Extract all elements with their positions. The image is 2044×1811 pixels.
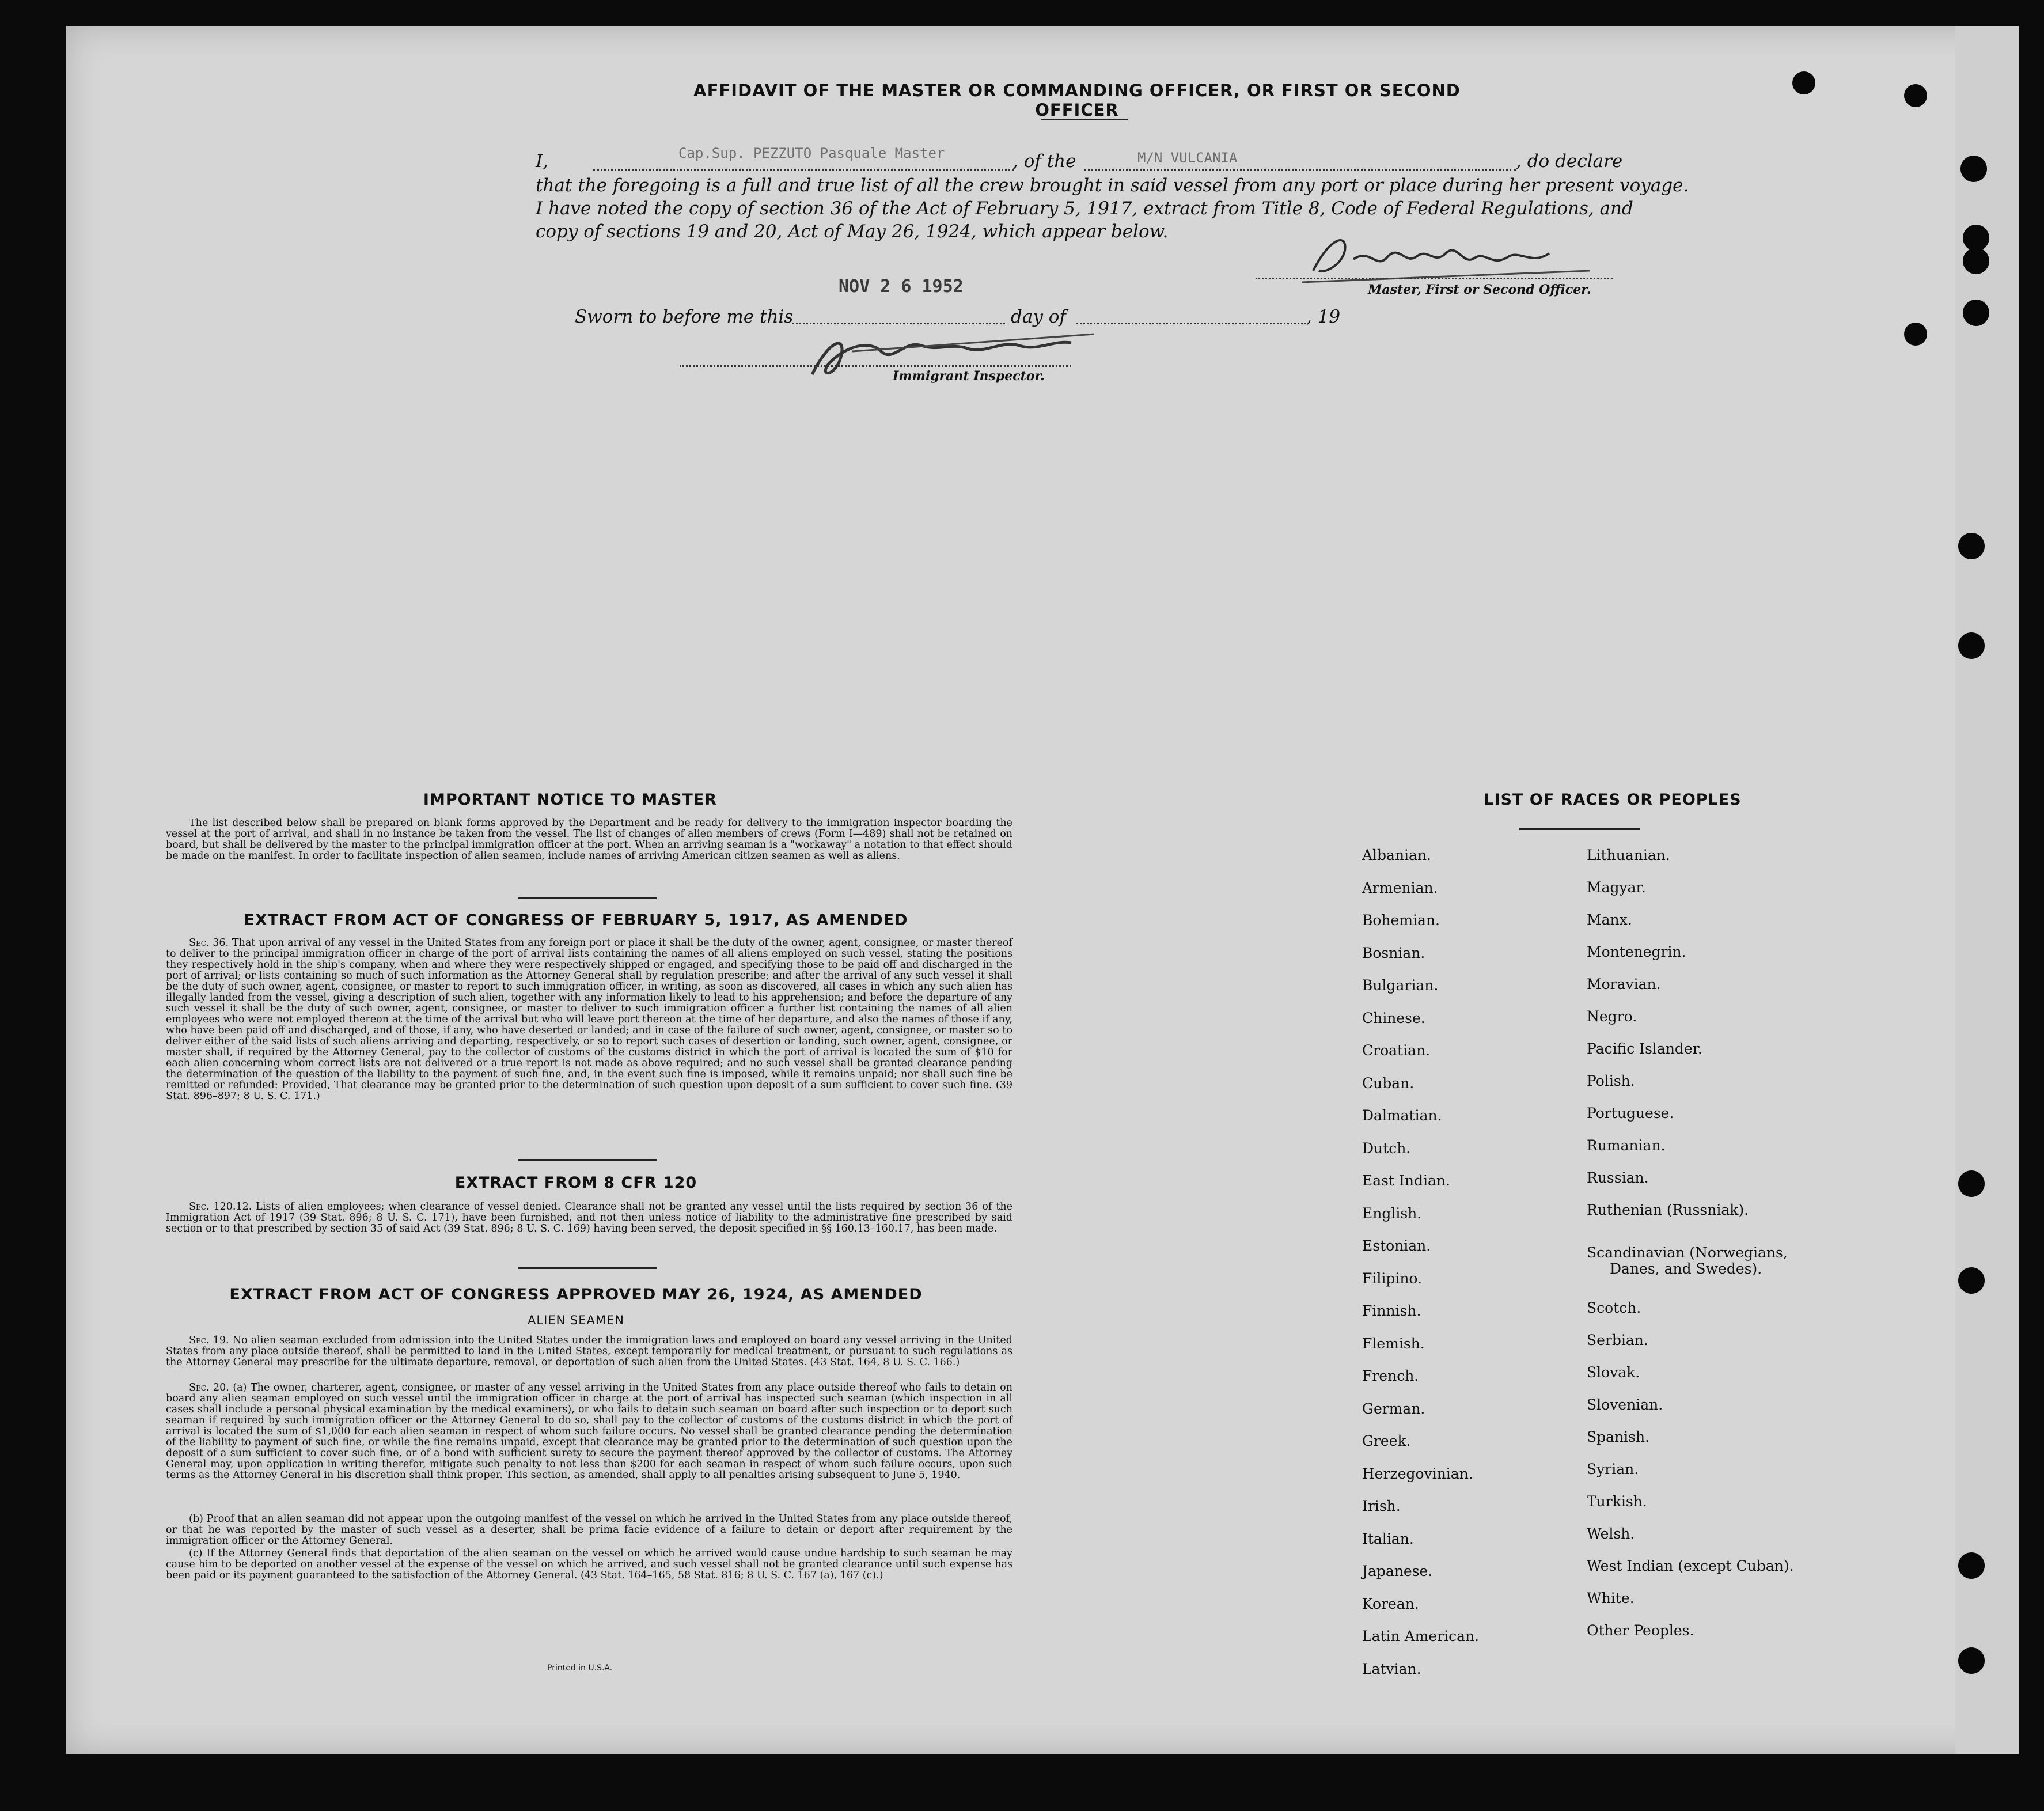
race-item: Russian.	[1587, 1169, 1649, 1186]
binder-hole	[1958, 1267, 1985, 1294]
race-item: Syrian.	[1587, 1461, 1639, 1477]
document-page	[66, 26, 2019, 1754]
race-item: Montenegrin.	[1587, 944, 1686, 960]
sworn-day-label: day of	[1011, 306, 1066, 327]
race-item: Spanish.	[1587, 1429, 1650, 1445]
race-item: Lithuanian.	[1587, 847, 1670, 863]
master-name-field: Cap.Sup. PEZZUTO Pasquale Master	[678, 145, 945, 161]
binder-hole	[1904, 323, 1927, 346]
binder-hole	[1904, 84, 1927, 107]
printed-in-usa: Printed in U.S.A.	[547, 1664, 613, 1673]
race-item: Manx.	[1587, 911, 1632, 928]
race-item: Dalmatian.	[1362, 1107, 1442, 1124]
race-item: Latin American.	[1362, 1628, 1480, 1645]
binder-hole	[1963, 300, 1989, 326]
master-signature-line	[1256, 278, 1613, 279]
race-item: Korean.	[1362, 1595, 1419, 1612]
affidavit-line1-prefix: I,	[536, 151, 549, 172]
races-divider	[1519, 828, 1640, 830]
race-item: Serbian.	[1587, 1332, 1648, 1348]
affidavit-line1-suffix: , do declare	[1516, 151, 1623, 172]
race-item: German.	[1362, 1400, 1425, 1417]
race-item: Cuban.	[1362, 1074, 1415, 1092]
race-item: English.	[1362, 1204, 1422, 1222]
race-item: East Indian.	[1362, 1172, 1450, 1189]
binder-hole	[1958, 533, 1985, 559]
title-divider	[1041, 119, 1128, 120]
affidavit-line3: I have noted the copy of section 36 of the Act of February 5, 1917, extract from Title 8, Code of Federal Regulations, and	[536, 198, 1633, 219]
divider	[518, 1267, 657, 1269]
extract-cfr-title: EXTRACT FROM 8 CFR 120	[454, 1174, 697, 1192]
race-item: Chinese.	[1362, 1009, 1425, 1026]
extract-1917-title: EXTRACT FROM ACT OF CONGRESS OF FEBRUARY 5, 1917, AS AMENDED	[244, 911, 908, 929]
race-item: Magyar.	[1587, 879, 1646, 896]
notice-text: The list described below shall be prepared on blank forms approved by the Department and be ready for delivery to the immigration inspector boarding the vessel at the port of arrival, and shall in no instance be taken from the vessel. The list of changes of alien members of crews (Form I—489) shall not be retained on board, but shall be delivered by the master to the principal immigration officer at the port. When an arriving seaman is a "workaway" a notation to that effect should be made on the manifest. In order to facilitate inspection of alien seamen, include names of arriving American citizen seamen as well as aliens.	[166, 817, 1012, 862]
race-item: Danes, and Swedes).	[1610, 1260, 1762, 1277]
sworn-year-label: , 19	[1306, 306, 1341, 327]
sworn-prefix: Sworn to before me this	[575, 306, 794, 327]
sec20b-text: (b) Proof that an alien seaman did not appear upon the outgoing manifest of the vessel on which he arrived in the United States from any place outside thereof, or that he was reported by the master of such vessel as a deserter, shall be prima facie evidence of a failure to detain or deport after requirement by the immigration officer or the Attorney General.	[166, 1513, 1012, 1547]
sec12012-text: Sec. 120.12. Lists of alien employees; when clearance of vessel denied. Clearance shall not be granted any vessel until the lists required by section 36 of the Immigration Act of 1917 (39 Stat. 896; 8 U. S. C. 171), have been furnished, and not then unless notice of liability to the administrative fine prescribed by said section or to that prescribed by section 35 of said Act (39 Stat. 896; 8 U. S. C. 169) having been served, the deposit specified in §§ 160.13–160.17, has been made.	[166, 1201, 1012, 1234]
inspector-caption: Immigrant Inspector.	[893, 369, 1045, 384]
notice-title: IMPORTANT NOTICE TO MASTER	[423, 791, 718, 809]
race-item: Irish.	[1362, 1498, 1401, 1514]
race-item: Finnish.	[1362, 1302, 1421, 1319]
race-item: Welsh.	[1587, 1525, 1635, 1542]
sec19-text: Sec. 19. No alien seaman excluded from admission into the United States under the immigration laws and employed on board any vessel arriving in the United States from any place outside thereof, shall be permitted to land in the United States, except temporarily for medical treatment, or pursuant to such regulations as the Attorney General may prescribe for the ultimate departure, removal, or deportation of such alien from the United States. (43 Stat. 164, 8 U. S. C. 166.)	[166, 1335, 1012, 1368]
race-item: White.	[1587, 1590, 1635, 1607]
race-item: Ruthenian (Russniak).	[1587, 1202, 1749, 1218]
binder-hole	[1963, 248, 1989, 274]
race-item: Bulgarian.	[1362, 977, 1439, 994]
race-item: Slovak.	[1587, 1364, 1640, 1381]
race-item: Scandinavian (Norwegians,	[1587, 1244, 1788, 1261]
affidavit-line2: that the foregoing is a full and true list of all the crew brought in said vessel from any port or place during her present voyage.	[536, 175, 1689, 196]
race-item: Negro.	[1587, 1008, 1637, 1025]
affidavit-line4: copy of sections 19 and 20, Act of May 26, 1924, which appear below.	[536, 221, 1169, 242]
race-item: Scotch.	[1587, 1299, 1641, 1316]
date-stamp: NOV 2 6 1952	[839, 276, 964, 297]
binder-hole	[1958, 1647, 1985, 1674]
race-item: West Indian (except Cuban).	[1587, 1558, 1794, 1574]
extract-1924-title: EXTRACT FROM ACT OF CONGRESS APPROVED MAY 26, 1924, AS AMENDED	[229, 1286, 923, 1304]
binder-hole	[1958, 1552, 1985, 1579]
sec20c-text: (c) If the Attorney General finds that deportation of the alien seaman on the vessel on which he arrived would cause undue hardship to such seaman he may cause him to be deported on another vessel at the expense of the vessel on which he arrived, and such vessel shall not be granted clearance until such expense has been paid or its payment guaranteed to the satisfaction of the Attorney General. (43 Stat. 164–165, 58 Stat. 816; 8 U. S. C. 167 (a), 167 (c).)	[166, 1548, 1012, 1581]
binder-hole	[1792, 71, 1815, 94]
master-caption: Master, First or Second Officer.	[1368, 282, 1591, 297]
race-item: Slovenian.	[1587, 1396, 1663, 1413]
binder-hole	[1960, 156, 1987, 182]
race-item: Estonian.	[1362, 1237, 1431, 1254]
race-item: Albanian.	[1362, 847, 1432, 863]
race-item: Japanese.	[1362, 1563, 1433, 1579]
affidavit-line1-mid: , of the	[1012, 151, 1076, 172]
race-item: Polish.	[1587, 1073, 1635, 1089]
race-item: French.	[1362, 1367, 1419, 1384]
vessel-name-line	[1084, 169, 1516, 171]
race-item: Portuguese.	[1587, 1105, 1674, 1122]
race-item: Latvian.	[1362, 1660, 1421, 1677]
divider	[518, 897, 657, 899]
race-item: Armenian.	[1362, 879, 1438, 896]
divider	[518, 1159, 657, 1161]
race-item: Flemish.	[1362, 1335, 1425, 1352]
master-name-line	[593, 169, 1014, 171]
inspector-signature-line	[680, 365, 1071, 367]
race-item: Greek.	[1362, 1433, 1411, 1449]
race-item: Rumanian.	[1587, 1137, 1666, 1154]
race-item: Filipino.	[1362, 1270, 1422, 1287]
binder-hole	[1958, 632, 1985, 659]
race-item: Moravian.	[1587, 976, 1661, 992]
race-item: Pacific Islander.	[1587, 1040, 1702, 1057]
race-item: Bosnian.	[1362, 944, 1425, 961]
affidavit-title: AFFIDAVIT OF THE MASTER OR COMMANDING OFFICER, OR FIRST OR SECOND OFFICER	[693, 81, 1461, 120]
alien-seamen-subtitle: ALIEN SEAMEN	[528, 1313, 624, 1327]
vessel-name-field: M/N VULCANIA	[1137, 150, 1238, 166]
race-item: Other Peoples.	[1587, 1622, 1694, 1639]
binder-hole	[1958, 1170, 1985, 1197]
race-item: Dutch.	[1362, 1139, 1411, 1157]
sec20a-text: Sec. 20. (a) The owner, charterer, agent, consignee, or master of any vessel arriving in the United States from any place outside thereof who fails to detain on board any alien seaman employed on such vessel until the immigration officer in charge at the port of arrival has inspected such seaman (which inspection in all cases shall include a personal physical examination by the medical examiners), or who fails to detain such seaman on board after such inspection or to deport such seaman if required by such immigration officer or the Attorney General to do so, shall pay to the collector of customs of the customs district in which the port of arrival is located the sum of $1,000 for each alien seaman in respect of whom such failure occurs. No vessel shall be granted clearance pending the determination of the liability to payment of such fine, or while the fine remains unpaid, except that clearance may be granted prior to the determination of such question upon the deposit of a sum sufficient to cover such fine, or of a bond with sufficient surety to secure the payment thereof approved by the collector of customs. The Attorney General may, upon application in writing therefor, mitigate such penalty to not less than $200 for each seaman in respect of whom such failure occurs, upon such terms as the Attorney General in his discretion shall think proper. This section, as amended, shall apply to all penalties arising subsequent to June 5, 1940.	[166, 1382, 1012, 1481]
sec36-text: Sec. 36. That upon arrival of any vessel in the United States from any foreign port or place it shall be the duty of the owner, agent, consignee, or master thereof to deliver to the principal immigration officer in charge of the port of arrival lists containing the names of all aliens employed on such vessel, stating the positions they respectively hold in the ship's company, when and where they were respectively shipped or engaged, and specifying those to be paid off and discharged in the port of arrival; or lists containing so much of such information as the Attorney General shall by regulation prescribe; and after the arrival of any such vessel it shall be the duty of such owner, agent, consignee, or master to report to such immigration officer, in writing, as soon as discovered, all cases in which any such alien has illegally landed from the vessel, giving a description of such alien, together with any information likely to lead to his apprehension; and before the departure of any such vessel it shall be the duty of such owner, agent, consignee, or master to deliver to such immigration officer a further list containing the names of all alien employees who were not employed thereon at the time of the arrival but who will leave port thereon at the time of her departure, and also the names of those if any, who have been paid off and discharged, and of those, if any, who have deserted or landed; and in case of the failure of such owner, agent, consignee, or master so to deliver either of the said lists of such aliens arriving and departing, respectively, or so to report such cases of desertion or landing, such owner, agent, consignee, or master shall, if required by the Attorney General, pay to the collector of customs of the customs district in which the port of arrival is located the sum of $10 for each alien concerning whom correct lists are not delivered or a true report is not made as above required; and no such vessel shall be granted clearance pending the determination of the question of the liability to the payment of such fine, and, in the event such fine is imposed, while it remains unpaid; nor shall such fine be remitted or refunded: Provided, That clearance may be granted prior to the determination of such question upon deposit of a sum sufficient to cover such fine. (39 Stat. 896–897; 8 U. S. C. 171.)	[166, 937, 1012, 1102]
race-item: Italian.	[1362, 1530, 1414, 1547]
race-item: Herzegovinian.	[1362, 1465, 1473, 1482]
page-edge	[1955, 26, 2019, 1754]
race-item: Croatian.	[1362, 1042, 1431, 1059]
race-item: Turkish.	[1587, 1493, 1647, 1510]
races-title: LIST OF RACES OR PEOPLES	[1484, 791, 1742, 809]
race-item: Bohemian.	[1362, 912, 1440, 929]
